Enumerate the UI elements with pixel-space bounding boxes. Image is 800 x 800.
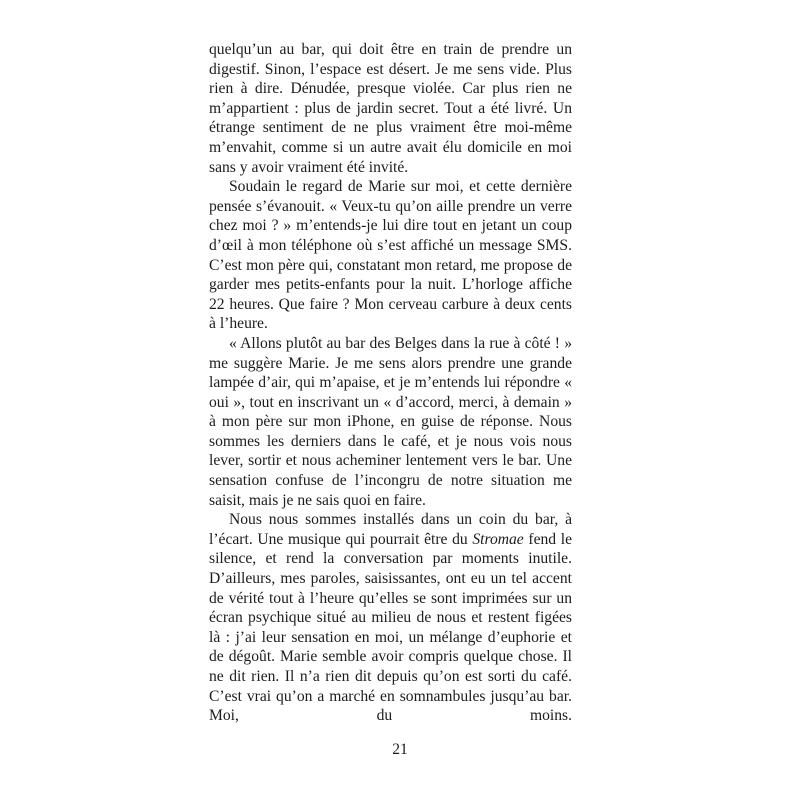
paragraph-text: Nous nous sommes installés dans un coin du bar, à l’écart. Une musique qui pourrait être du (209, 511, 572, 548)
paragraph: « Allons plutôt au bar des Belges dans la rue à côté ! » me suggère Marie. Je me sens alors prendre une grande lampée d’air, qui m’apaise, et je m’entends lui répondre « oui », tout en inscrivant un « d’accord, merci, à demain » à mon père sur mon iPhone, en guise de réponse. Nous sommes les derniers dans le café, et je nous vois nous lever, sortir et nous acheminer lentement vers le bar. Une sensation confuse de l’incongru de notre situation me saisit, mais je ne sais quoi en faire. (209, 334, 572, 509)
paragraph-continuation: quelqu’un au bar, qui doit être en train de prendre un digestif. Sinon, l’espace est désert. Je me sens vide. Plus rien à dire. Dénudée, presque violée. Car plus rien ne m’appartient : plus de jardin secret. Tout a été livré. Un étrange sentiment de ne plus vraiment être moi-même m’envahit, comme si un autre avait élu domicile en moi sans y avoir vraiment été invité. (209, 41, 572, 176)
paragraph-text: fend le silence, et rend la conversation par moments inutile. D’ailleurs, mes paroles, saisissantes, ont eu un tel accent de vérité tout à l’heure qu’elles se sont imprimées sur un écran psychique situé au milieu de nous et restent figées là : j’ai leur sensation en moi, un mélange d’euphorie et de dégoût. Marie semble avoir compris quelque chose. Il ne dit rien. Il n’a rien dit depuis qu’on est sorti du café. C’est vrai qu’on a marché en somnambules jusqu’au bar. Moi, du moins. (209, 530, 572, 725)
paragraph: Soudain le regard de Marie sur moi, et cette dernière pensée s’évanouit. « Veux-tu qu’on aille prendre un verre chez moi ? » m’entends-je lui dire tout en jetant un coup d’œil à mon téléphone où s’est affiché un message SMS. C’est mon père qui, constatant mon retard, me propose de garder mes petits-enfants pour la nuit. L’horloge affiche 22 heures. Que faire ? Mon cerveau carbure à deux cents à l’heure. (209, 178, 572, 333)
body-text (209, 40, 572, 726)
page-number: 21 (392, 741, 408, 758)
paragraph (209, 510, 572, 726)
italic-artist-name: Stromae (472, 530, 524, 548)
